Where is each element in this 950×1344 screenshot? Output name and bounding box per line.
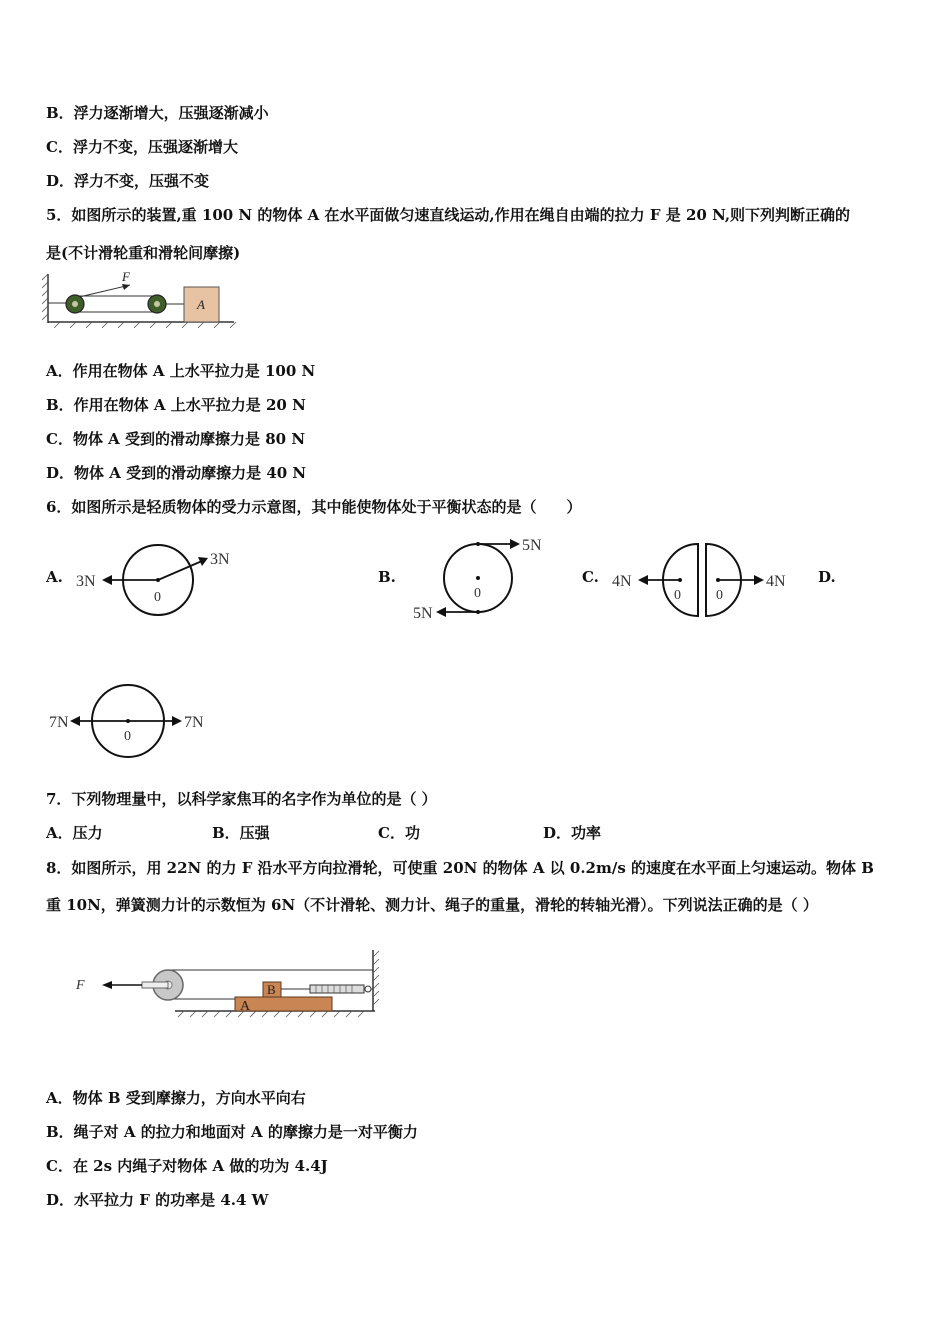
figa-left-force: 3N bbox=[76, 573, 96, 590]
q6-figure-a bbox=[72, 540, 242, 620]
q4-option-d: D．浮力不变，压强不变 bbox=[46, 172, 210, 190]
figb-bottom-force: 5N bbox=[413, 605, 433, 622]
q8-pulley-figure bbox=[70, 945, 390, 1020]
q5-stem-line2: 是(不计滑轮重和滑轮间摩擦) bbox=[46, 244, 241, 262]
q4-option-c: C．浮力不变，压强逐渐增大 bbox=[46, 138, 238, 156]
figb-center: 0 bbox=[474, 586, 481, 601]
figd-center: 0 bbox=[124, 729, 131, 744]
figc-center-right: 0 bbox=[716, 588, 723, 603]
q4-option-b: B．浮力逐渐增大，压强逐渐减小 bbox=[46, 104, 269, 122]
q6-option-c-label: C. bbox=[582, 568, 599, 586]
figc-right-force: 4N bbox=[766, 573, 786, 590]
q5-option-d: D．物体 A 受到的滑动摩擦力是 40 N bbox=[46, 464, 307, 482]
q6-figure-c bbox=[608, 540, 808, 620]
q7-option-d: D．功率 bbox=[543, 824, 602, 842]
q5-stem-line1: 5．如图所示的装置,重 100 N 的物体 A 在水平面做匀速直线运动,作用在绳自由端的拉力 F 是 20 N,则下列判断正确的 bbox=[46, 206, 851, 224]
q8-option-d: D．水平拉力 F 的功率是 4.4 W bbox=[46, 1191, 269, 1209]
q6-option-b-label: B. bbox=[378, 568, 396, 586]
q8-option-a: A．物体 B 受到摩擦力，方向水平向右 bbox=[46, 1089, 306, 1107]
q8-option-c: C．在 2s 内绳子对物体 A 做的功为 4.4J bbox=[46, 1157, 328, 1175]
q8-stem-line1: 8．如图所示，用 22N 的力 F 沿水平方向拉滑轮，可使重 20N 的物体 A 以 0.2m/s 的速度在水平面上匀速运动。物体 B bbox=[46, 859, 874, 877]
figd-right-force: 7N bbox=[184, 714, 204, 731]
q5-option-b: B．作用在物体 A 上水平拉力是 20 N bbox=[46, 396, 306, 414]
q8-block-a-label: A bbox=[240, 999, 251, 1014]
q7-option-b: B．压强 bbox=[212, 824, 270, 842]
q7-option-a: A．压力 bbox=[46, 824, 103, 842]
q6-option-d-label: D. bbox=[818, 568, 836, 586]
q7-stem: 7．下列物理量中，以科学家焦耳的名字作为单位的是（ ） bbox=[46, 790, 437, 808]
q5-option-a: A．作用在物体 A 上水平拉力是 100 N bbox=[46, 362, 316, 380]
figc-center-left: 0 bbox=[674, 588, 681, 603]
spring-scale-icon bbox=[310, 985, 364, 993]
q8-force-label: F bbox=[76, 978, 85, 993]
q8-block-b-label: B bbox=[267, 982, 276, 997]
figb-top-force: 5N bbox=[522, 537, 542, 554]
figa-right-force: 3N bbox=[210, 551, 230, 568]
q6-figure-d bbox=[46, 680, 216, 765]
q5-option-c: C．物体 A 受到的滑动摩擦力是 80 N bbox=[46, 430, 306, 448]
q8-stem-line2: 重 10N，弹簧测力计的示数恒为 6N（不计滑轮、测力计、绳子的重量，滑轮的转轴光滑）。下列说法正确的是（ ） bbox=[46, 896, 818, 914]
force-f-label: F bbox=[122, 269, 130, 284]
figd-left-force: 7N bbox=[49, 714, 69, 731]
q6-figure-b bbox=[410, 530, 560, 625]
block-a-label: A bbox=[197, 297, 205, 312]
q5-pulley-figure bbox=[42, 268, 242, 330]
figa-center: 0 bbox=[154, 590, 161, 605]
figc-left-force: 4N bbox=[612, 573, 632, 590]
q8-option-b: B．绳子对 A 的拉力和地面对 A 的摩擦力是一对平衡力 bbox=[46, 1123, 418, 1141]
q6-stem: 6．如图所示是轻质物体的受力示意图，其中能使物体处于平衡状态的是（ ） bbox=[46, 498, 582, 516]
q6-option-a-label: A. bbox=[46, 568, 63, 586]
q7-option-c: C．功 bbox=[378, 824, 420, 842]
